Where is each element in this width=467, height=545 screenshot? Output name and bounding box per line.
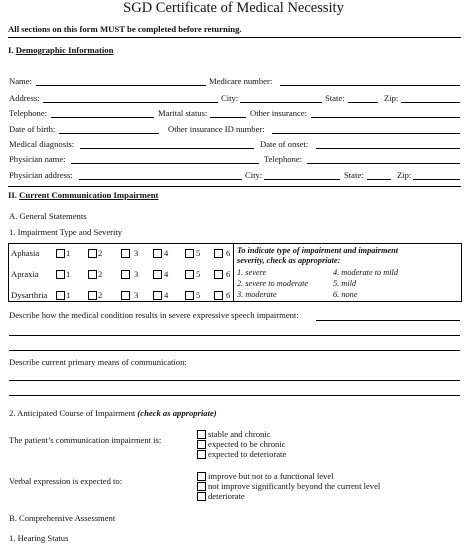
dysarthria-severity-3-checkbox[interactable] — [121, 291, 130, 300]
describe-means-line-2[interactable] — [9, 395, 460, 396]
name-label: Name: — [9, 76, 32, 86]
medicare-label: Medicare number: — [209, 76, 273, 86]
medicare-field[interactable] — [280, 85, 460, 86]
physician-name-field[interactable] — [71, 163, 259, 164]
city-field[interactable] — [240, 102, 322, 103]
verbal-improve-checkbox[interactable] — [197, 472, 206, 481]
course-stable-checkbox[interactable] — [197, 430, 206, 439]
address-field[interactable] — [43, 102, 218, 103]
onset-field[interactable] — [316, 148, 460, 149]
aphasia-severity-3-checkbox[interactable] — [121, 249, 130, 258]
marital-field[interactable] — [210, 117, 246, 118]
physician-city-field[interactable] — [264, 179, 340, 180]
legend-title-line2: severity, check as appropriate: — [237, 256, 341, 265]
describe-condition-label: Describe how the medical condition results in severe expressive speech impairment: — [9, 310, 299, 320]
grid-divider — [233, 243, 234, 302]
aphasia-severity-5-checkbox[interactable] — [185, 249, 194, 258]
physician-city-label: City: — [245, 170, 263, 180]
diagnosis-label: Medical diagnosis: — [9, 139, 75, 149]
other-insurance-label: Other insurance: — [250, 108, 308, 118]
physician-address-label: Physician address: — [9, 170, 73, 180]
zip-field[interactable] — [401, 102, 460, 103]
section1-heading: I. Demographic Information — [8, 45, 114, 55]
legend-severe-to-moderate: 2. severe to moderate — [237, 279, 309, 288]
course-chronic-checkbox[interactable] — [197, 440, 206, 449]
physician-telephone-field[interactable] — [307, 163, 460, 164]
verbal-improve-label: improve but not to a functional level — [208, 471, 334, 481]
describe-means-label: Describe current primary means of communication: — [9, 357, 187, 367]
physician-state-field[interactable] — [367, 179, 391, 180]
aphasia-severity-6-checkbox[interactable] — [214, 249, 223, 258]
apraxia-severity-1-checkbox[interactable] — [56, 270, 65, 279]
course-label: The patient’s communication impairment is: — [9, 435, 162, 445]
verbal-not-improve-checkbox[interactable] — [197, 482, 206, 491]
apraxia-severity-4-checkbox[interactable] — [153, 270, 162, 279]
course-deteriorate-label: expected to deteriorate — [208, 449, 287, 459]
aphasia-severity-2-checkbox[interactable] — [88, 249, 97, 258]
verbal-expression-label: Verbal expression is expected to: — [9, 476, 123, 486]
onset-label: Date of onset: — [260, 139, 309, 149]
legend-moderate-to-mild: 4. moderate to mild — [333, 268, 398, 277]
zip-label: Zip: — [384, 93, 399, 103]
telephone-field[interactable] — [51, 117, 154, 118]
aphasia-severity-4-checkbox[interactable] — [153, 249, 162, 258]
other-insurance-id-field[interactable] — [272, 133, 460, 134]
describe-condition-line-3[interactable] — [9, 350, 460, 351]
other-insurance-id-label: Other insurance ID number: — [168, 124, 265, 134]
city-label: City: — [221, 93, 239, 103]
other-insurance-field[interactable] — [311, 117, 460, 118]
impairment-aphasia-label: Aphasia — [11, 248, 40, 258]
completion-notice: All sections on this form MUST be completed before returning. — [8, 24, 242, 34]
header-rule — [8, 37, 461, 38]
physician-address-field[interactable] — [79, 179, 242, 180]
hearing-status-heading: 1. Hearing Status — [9, 533, 69, 543]
impairment-apraxia-label: Apraxia — [11, 269, 39, 279]
legend-moderate: 3. moderate — [237, 290, 277, 299]
state-label: State: — [325, 93, 345, 103]
form-title: SGD Certificate of Medical Necessity — [123, 0, 344, 16]
legend-mild: 5. mild — [333, 279, 357, 288]
describe-means-line-1[interactable] — [9, 380, 460, 381]
form-page: SGD Certificate of Medical Necessity All sections on this form MUST be completed before returning. I. Demographic Information Name: Medicare number: Address: City: State: Zip: Telephone: Marital status: Other insurance: Date of birth: Other insurance ID number: Medical diagnosis: Date of onset: Physician name: Telephone: Physician address: City: State: Zip: II. Current Communication Impairment A. General Statements 1. Impairment Type and Severity Aphasia 1 2 3 4 5 6 Apraxia 1 2 3 4 5 6 Dysarthria 1 2 3 4 5 6 To indicate type of impairment and impairment severity, check as appropriate: 1. severe 4. moderate to mild 2. severe to moderate 5. mild 3. moderate 6. none Describe how the medical condition results in severe expressive speech impairment: Describe current primary means of communication: 2. Anticipated Course of Impairment (check as appropriate) The patient’s communication impairment is: stable and chronic expected to be chronic expected to deteriorate Verbal expression is expected to: improve but not to a functional level not improve significantly beyond the current level deteriorate B. Comprehensive Assessment 1. Hearing Status — [0, 0, 467, 545]
physician-zip-label: Zip: — [397, 170, 412, 180]
dysarthria-severity-4-checkbox[interactable] — [153, 291, 162, 300]
describe-condition-field[interactable] — [316, 320, 460, 321]
section2-heading: II. Current Communication Impairment — [8, 190, 159, 200]
diagnosis-field[interactable] — [80, 148, 254, 149]
physician-name-label: Physician name: — [9, 154, 66, 164]
marital-label: Marital status: — [158, 108, 208, 118]
dysarthria-severity-2-checkbox[interactable] — [88, 291, 97, 300]
physician-state-label: State: — [344, 170, 364, 180]
dysarthria-severity-1-checkbox[interactable] — [56, 291, 65, 300]
describe-condition-line-2[interactable] — [9, 335, 460, 336]
physician-zip-field[interactable] — [413, 179, 460, 180]
impairment-type-heading: 1. Impairment Type and Severity — [9, 227, 123, 237]
apraxia-severity-2-checkbox[interactable] — [88, 270, 97, 279]
legend-none: 6. none — [333, 290, 358, 299]
state-field[interactable] — [348, 102, 378, 103]
course-stable-label: stable and chronic — [208, 429, 271, 439]
verbal-not-improve-label: not improve significantly beyond the current level — [208, 481, 381, 491]
legend-title-line1: To indicate type of impairment and impairment — [237, 246, 399, 255]
physician-telephone-label: Telephone: — [264, 154, 303, 164]
apraxia-severity-6-checkbox[interactable] — [214, 270, 223, 279]
course-deteriorate-checkbox[interactable] — [197, 450, 206, 459]
verbal-deteriorate-checkbox[interactable] — [197, 492, 206, 501]
apraxia-severity-3-checkbox[interactable] — [121, 270, 130, 279]
section-divider — [8, 186, 461, 187]
impairment-dysarthria-label: Dysarthria — [11, 290, 48, 300]
general-statements-heading: A. General Statements — [9, 211, 87, 221]
legend-severe: 1. severe — [237, 268, 267, 277]
dysarthria-severity-6-checkbox[interactable] — [214, 291, 223, 300]
comprehensive-assessment-heading: B. Comprehensive Assessment — [9, 513, 116, 523]
verbal-deteriorate-label: deteriorate — [208, 491, 245, 501]
course-chronic-label: expected to be chronic — [208, 439, 286, 449]
name-field[interactable] — [36, 85, 206, 86]
dob-label: Date of birth: — [9, 124, 56, 134]
dysarthria-severity-5-checkbox[interactable] — [185, 291, 194, 300]
aphasia-severity-1-checkbox[interactable] — [56, 249, 65, 258]
telephone-label: Telephone: — [9, 108, 48, 118]
address-label: Address: — [9, 93, 40, 103]
dob-field[interactable] — [59, 133, 159, 134]
apraxia-severity-5-checkbox[interactable] — [185, 270, 194, 279]
anticipated-course-heading: 2. Anticipated Course of Impairment (check as appropriate) — [9, 408, 217, 418]
